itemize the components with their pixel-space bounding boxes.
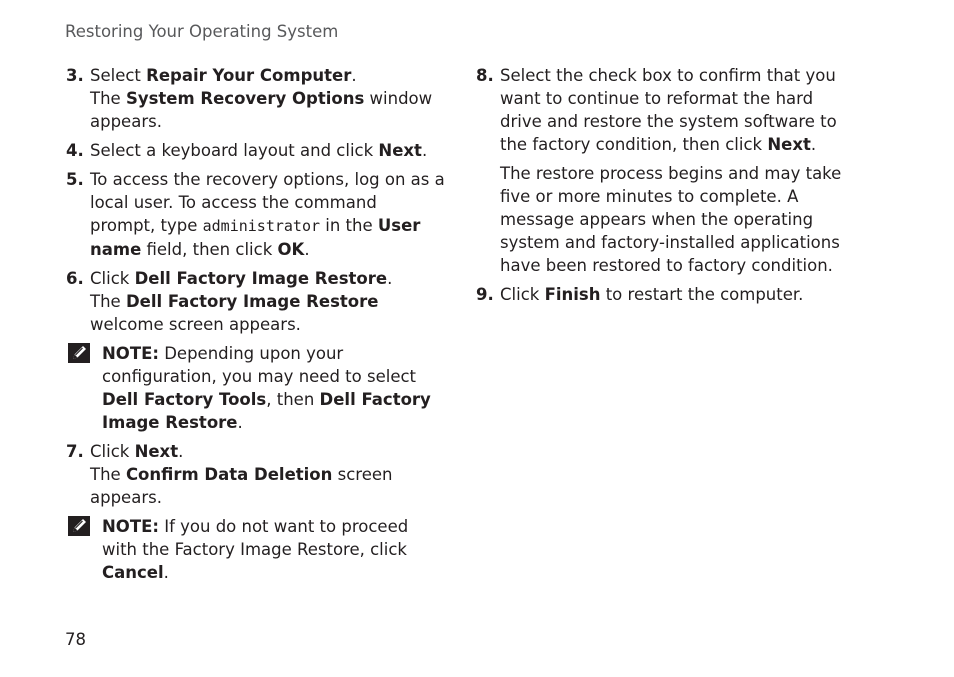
ui-term: Next xyxy=(767,135,811,154)
ui-term: Repair Your Computer xyxy=(146,66,352,85)
ui-term: Dell Factory Image Restore xyxy=(134,269,388,288)
ui-term: Next xyxy=(134,442,179,461)
pencil-note-icon xyxy=(68,343,90,363)
step-number: 7. xyxy=(66,442,84,461)
left-column xyxy=(66,64,446,590)
step-9: 9. Click Finish to restart the computer. xyxy=(476,285,804,304)
step-number: 4. xyxy=(66,141,84,160)
ui-term: System Recovery Options xyxy=(125,89,365,108)
step-number: 6. xyxy=(66,269,84,288)
note-label: NOTE: xyxy=(102,344,159,363)
step-6: 6. Click Dell Factory Image Restore. The Dell Factory Image Restore welcome screen appears. xyxy=(66,269,393,334)
page-number: 78 xyxy=(65,630,86,649)
note-2: NOTE: If you do not want to proceed with the Factory Image Restore, click Cancel. xyxy=(66,515,446,584)
ui-term: OK xyxy=(277,240,305,259)
step-7: 7. Click Next. The Confirm Data Deletion screen appears. xyxy=(66,442,393,507)
note-1: NOTE: Depending upon your configuration, you may need to select Dell Factory Tools, then Dell Factory Image Restore. xyxy=(66,342,446,434)
ui-term: Finish xyxy=(544,285,601,304)
step-number: 9. xyxy=(476,285,494,304)
step-number: 5. xyxy=(66,170,84,189)
ui-term: Dell Factory Image Restore xyxy=(102,390,431,432)
pencil-note-icon xyxy=(68,516,90,536)
ui-term: Cancel xyxy=(102,563,164,582)
step-number: 3. xyxy=(66,66,84,85)
step-4: 4. Select a keyboard layout and click Next. xyxy=(66,141,428,160)
running-header: Restoring Your Operating System xyxy=(65,22,339,41)
step-8: 8. Select the check box to confirm that you want to continue to reformat the hard drive and restore the system software to the factory condition, then click Next. The restore process begins and may take five or more minutes to complete. A message appears when the operating system and factory-installed applications have been restored to factory condition. xyxy=(476,64,856,277)
ui-term: Next xyxy=(378,141,422,160)
note-label: NOTE: xyxy=(102,517,159,536)
right-column xyxy=(476,64,856,312)
ui-term: Dell Factory Image Restore xyxy=(125,292,379,311)
step-3: 3. Select Repair Your Computer. The System Recovery Options window appears. xyxy=(66,66,433,131)
ui-term: Dell Factory Tools xyxy=(102,390,267,409)
step-number: 8. xyxy=(476,66,494,85)
ui-term: Confirm Data Deletion xyxy=(125,465,333,484)
step-8-detail: The restore process begins and may take five or more minutes to complete. A message appears when the operating system and factory-installed applications have been restored to factory condition. xyxy=(500,164,842,275)
command-text: administrator xyxy=(202,217,321,235)
step-5: 5. To access the recovery options, log on as a local user. To access the command prompt, type administrator in the User name field, then click OK. xyxy=(66,170,445,259)
ui-term: User name xyxy=(90,216,421,259)
